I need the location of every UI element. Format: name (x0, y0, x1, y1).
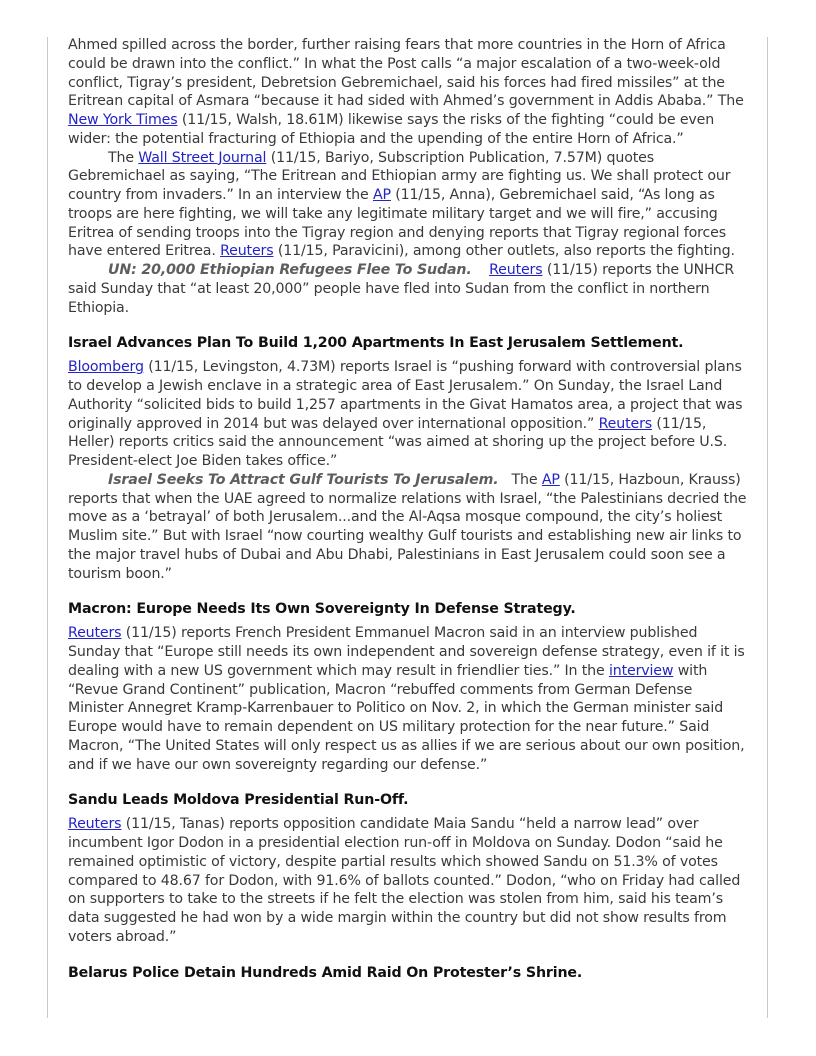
link-reuters[interactable]: Reuters (598, 415, 653, 432)
link-new-york-times[interactable]: New York Times (68, 112, 178, 128)
document-body (68, 36, 748, 982)
link-bloomberg[interactable]: Bloomberg (68, 359, 144, 376)
link-reuters[interactable]: Reuters (489, 262, 543, 278)
paragraph: Reuters (11/15, Tanas) reports opposition candidate Maia Sandu “held a narrow lead” over incumbent Igor Dodon in a presidential election run-off in Moldova on Sunday. Dodon “said he remained optimistic of victory, despite partial results which showed Sandu on 51.3% of votes compared to 48.67 for Dodon, with 91.6% of ballots counted.” Dodon, “who on Friday had called on supporters to take to the streets if he felt the election was stolen from him, said his team’s data suggested he had won by a wide margin within the country but did not show results from voters abroad.” (68, 816, 741, 945)
section-heading: Sandu Leads Moldova Presidential Run-Off. (68, 792, 409, 809)
paragraph: Ahmed spilled across the border, further raising fears that more countries in the Horn of Africa could be drawn into the conflict.” In what the Post calls “a major escalation of a two-week-old conflict, Tigray’s president, Debretsion Gebremichael, said his forces had fired missiles” at the Eritrean capital of Asmara “because it had sided with Ahmed’s government in Addis Ababa.” The New York Times (11/15, Walsh, 18.61M) likewise says the risks of the fighting “could be even wider: the potential fracturing of Ethiopia and the upending of the entire Horn of Africa.” (68, 37, 744, 147)
link-reuters[interactable]: Reuters (68, 625, 122, 642)
link-reuters[interactable]: Reuters (220, 243, 274, 260)
link-ap[interactable]: AP (541, 471, 560, 488)
section-macron-defense (68, 600, 748, 774)
section-israel-apartments (68, 334, 748, 583)
paragraph: Reuters (11/15) reports French President Emmanuel Macron said in an interview published Sunday that “Europe still needs its own independent and sovereign defense strategy, even if it is dealing with a new US government which may result in friendlier ties.” In the interview with “Revue Grand Continent” publication, Macron “rebuffed comments from German Defense Minister Annegret Kramp-Karrenbauer to Politico on Nov. 2, in which the German minister said Europe would have to remain dependent on US military protection for the near future.” Said Macron, “The United States will only respect us as allies if we are serious about our own position, and if we have our own sovereignty regarding our defense.” (68, 625, 745, 773)
paragraph: The Wall Street Journal (11/15, Bariyo, Subscription Publication, 7.57M) quotes Gebremichael as saying, “The Eritrean and Ethiopian army are fighting us. We shall protect our country from invaders.” In an interview the AP (11/15, Anna), Gebremichael said, “As long as troops are here fighting, we will take any legitimate military target and we will fire,” accusing Eritrea of sending troops into the Tigray region and denying reports that Tigray regional forces have entered Eritrea. Reuters (11/15, Paravicini), among other outlets, also reports the fighting. (68, 149, 735, 260)
paragraph: Israel Seeks To Attract Gulf Tourists To Jerusalem. The AP (11/15, Hazboun, Krauss) reports that when the UAE agreed to normalize relations with Israel, “the Palestinians decried the move as a ‘betrayal’ of both Jerusalem...and the Al-Aqsa mosque compound, the city’s holiest Muslim site.” But with Israel “now courting wealthy Gulf tourists and establishing new air links to the major travel hubs of Dubai and Abu Dhabi, Palestinians in East Jerusalem could soon see a tourism boon.” (68, 471, 747, 582)
link-reuters[interactable]: Reuters (68, 816, 122, 833)
paragraph: Bloomberg (11/15, Levingston, 4.73M) reports Israel is “pushing forward with controversial plans to develop a Jewish enclave in a strategic area of East Jerusalem.” On Sunday, the Israel Land Authority “solicited bids to build 1,257 apartments in the Givat Hamatos area, a project that was originally approved in 2014 but was delayed over international opposition.” Reuters (11/15, Heller) reports critics said the announcement “was aimed at shoring up the project before U.S. President-elect Joe Biden takes office.” (68, 359, 743, 469)
subheading: Israel Seeks To Attract Gulf Tourists To Jerusalem. (108, 471, 499, 488)
section-heading: Belarus Police Detain Hundreds Amid Raid On Protester’s Shrine. (68, 964, 583, 981)
section-heading: Israel Advances Plan To Build 1,200 Apartments In East Jerusalem Settlement. (68, 335, 684, 352)
link-interview[interactable]: interview (608, 662, 674, 679)
subheading: UN: 20,000 Ethiopian Refugees Flee To Sudan. (108, 262, 472, 278)
link-ap[interactable]: AP (372, 187, 391, 203)
section-moldova-runoff (68, 791, 748, 946)
paragraph: UN: 20,000 Ethiopian Refugees Flee To Sudan. Reuters (11/15) reports the UNHCR said Sunday that “at least 20,000” people have fled into Sudan from the conflict in northern Ethiopia. (68, 262, 735, 316)
section-heading: Macron: Europe Needs Its Own Sovereignty In Defense Strategy. (68, 601, 576, 618)
link-wall-street-journal[interactable]: Wall Street Journal (138, 149, 267, 166)
section-belarus-police (68, 964, 748, 982)
